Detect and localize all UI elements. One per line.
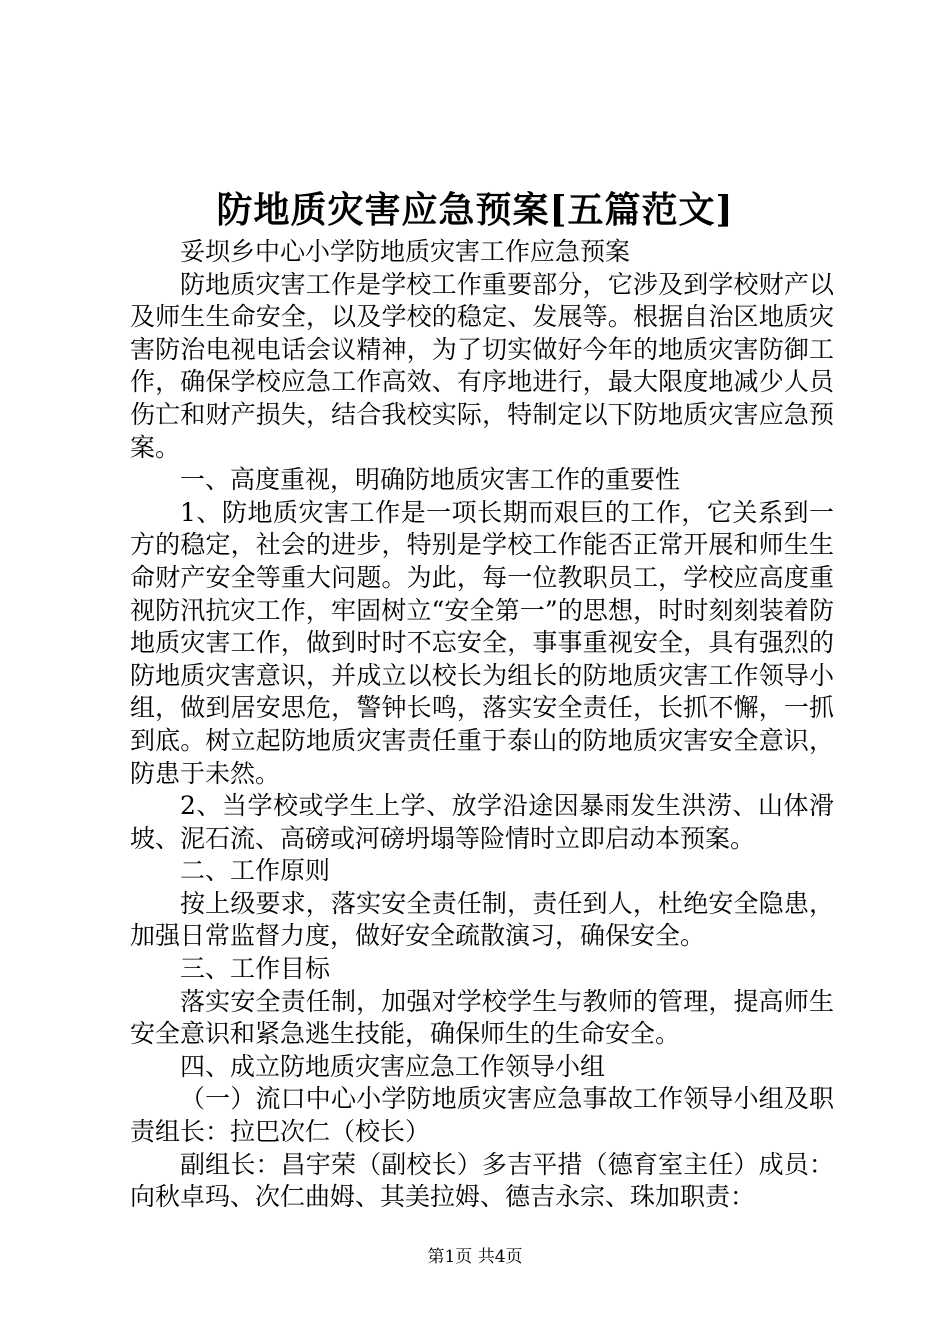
document-body xyxy=(130,236,834,1214)
paragraph-leader-group: （一）流口中心小学防地质灾害应急事故工作领导小组及职责组长：拉巴次仁（校长） xyxy=(130,1084,834,1147)
section-heading-2: 二、工作原则 xyxy=(180,856,331,886)
paragraph-intro: 防地质灾害工作是学校工作重要部分，它涉及到学校财产以及师生生命安全，以及学校的稳定、发展等。根据自治区地质灾害防治电视电话会议精神，为了切实做好今年的地质灾害防御工作，确保学校应急工作高效、有序地进行，最大限度地减少人员伤亡和财产损失，结合我校实际，特制定以下防地质灾害应急预案。 xyxy=(130,269,834,462)
paragraph-subtitle: 妥坝乡中心小学防地质灾害工作应急预案 xyxy=(180,237,631,266)
section-heading-1: 一、高度重视，明确防地质灾害工作的重要性 xyxy=(180,465,681,495)
page-number: 第1页 共4页 xyxy=(427,1247,523,1267)
section-heading-4: 四、成立防地质灾害应急工作领导小组 xyxy=(180,1051,606,1081)
section-heading-3: 三、工作目标 xyxy=(180,954,331,984)
paragraph-1-1: 1、防地质灾害工作是一项长期而艰巨的工作，它关系到一方的稳定，社会的进步，特别是学校工作能否正常开展和师生生命财产安全等重大问题。为此，每一位教职员工，学校应高度重视防汛抗灾工作，牢固树立“安全第一”的思想，时时刻刻装着防地质灾害工作，做到时时不忘安全，事事重视安全，具有强烈的防地质灾害意识，并成立以校长为组长的防地质灾害工作领导小组，做到居安思危，警钟长鸣，落实安全责任，长抓不懈，一抓到底。树立起防地质灾害责任重于泰山的防地质灾害安全意识，防患于未然。 xyxy=(130,497,834,788)
paragraph-principles: 按上级要求，落实安全责任制，责任到人，杜绝安全隐患，加强日常监督力度，做好安全疏散演习，确保安全。 xyxy=(130,888,834,951)
paragraph-1-2: 2、当学校或学生上学、放学沿途因暴雨发生洪涝、山体滑坡、泥石流、高磅或河磅坍塌等险情时立即启动本预案。 xyxy=(130,791,834,853)
paragraph-deputies: 副组长：昌宇荣（副校长）多吉平措（德育室主任）成员：向秋卓玛、次仁曲姆、其美拉姆、德吉永宗、珠加职责： xyxy=(130,1149,834,1212)
paragraph-goals: 落实安全责任制，加强对学校学生与教师的管理，提高师生安全意识和紧急逃生技能，确保师生的生命安全。 xyxy=(130,986,834,1049)
document-title: 防地质灾害应急预案[五篇范文] xyxy=(216,189,734,231)
